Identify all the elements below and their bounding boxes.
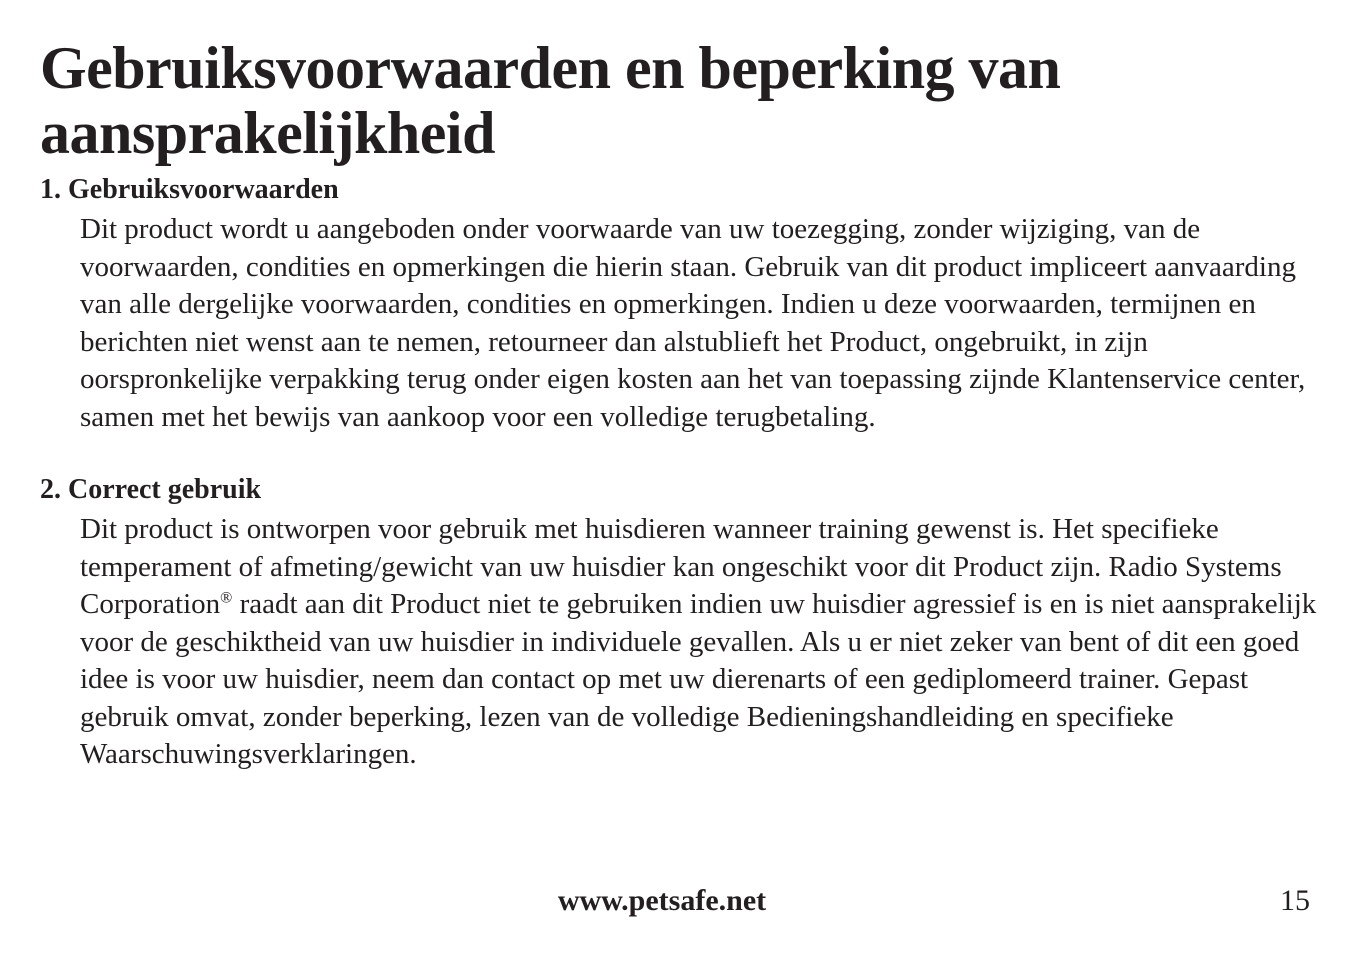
section-heading-terms-of-use: 1. Gebruiksvoorwaarden: [40, 174, 339, 205]
page-title: Gebruiksvoorwaarden en beperking van aansprakelijkheid: [40, 35, 1061, 166]
registered-trademark-symbol: ®: [220, 589, 233, 607]
footer-website-url: www.petsafe.net: [557, 884, 767, 917]
section-body-correct-use: [80, 511, 1320, 774]
page-number: 15: [1280, 884, 1310, 917]
section-heading-correct-use: 2. Correct gebruik: [40, 474, 262, 505]
section-body-terms-of-use: Dit product wordt u aangeboden onder voorwaarde van uw toezegging, zonder wijziging, van de voorwaarden, condities en opmerkingen die hierin staan. Gebruik van dit product impliceert aanvaarding van alle dergelijke voorwaarden, condities en opmerkingen. Indien u deze voorwaarden, termijnen en berichten niet wenst aan te nemen, retourneer dan alstublieft het Product, ongebruikt, in zijn oorspronkelijke verpakking terug onder eigen kosten aan het van toepassing zijnde Klantenservice center, samen met het bewijs van aankoop voor een volledige terugbetaling.: [80, 213, 1306, 433]
body-text-part-1: Dit product is ontworpen voor gebruik met huisdieren wanneer training gewenst is. Het specifieke temperament of afmeting/gewicht van uw huisdier kan ongeschikt voor dit Product zijn. Radio Systems Corporation: [80, 513, 1282, 620]
body-text-part-2: raadt aan dit Product niet te gebruiken indien uw huisdier agressief is en is niet aansprakelijk voor de geschiktheid van uw huisdier in individuele gevallen. Als u er niet zeker van bent of dit een goed idee is voor uw huisdier, neem dan contact op met uw dierenarts of een gediplomeerd trainer. Gepast gebruik omvat, zonder beperking, lezen van de volledige Bedieningshandleiding en specifieke Waarschuwingsverklaringen.: [80, 588, 1317, 770]
